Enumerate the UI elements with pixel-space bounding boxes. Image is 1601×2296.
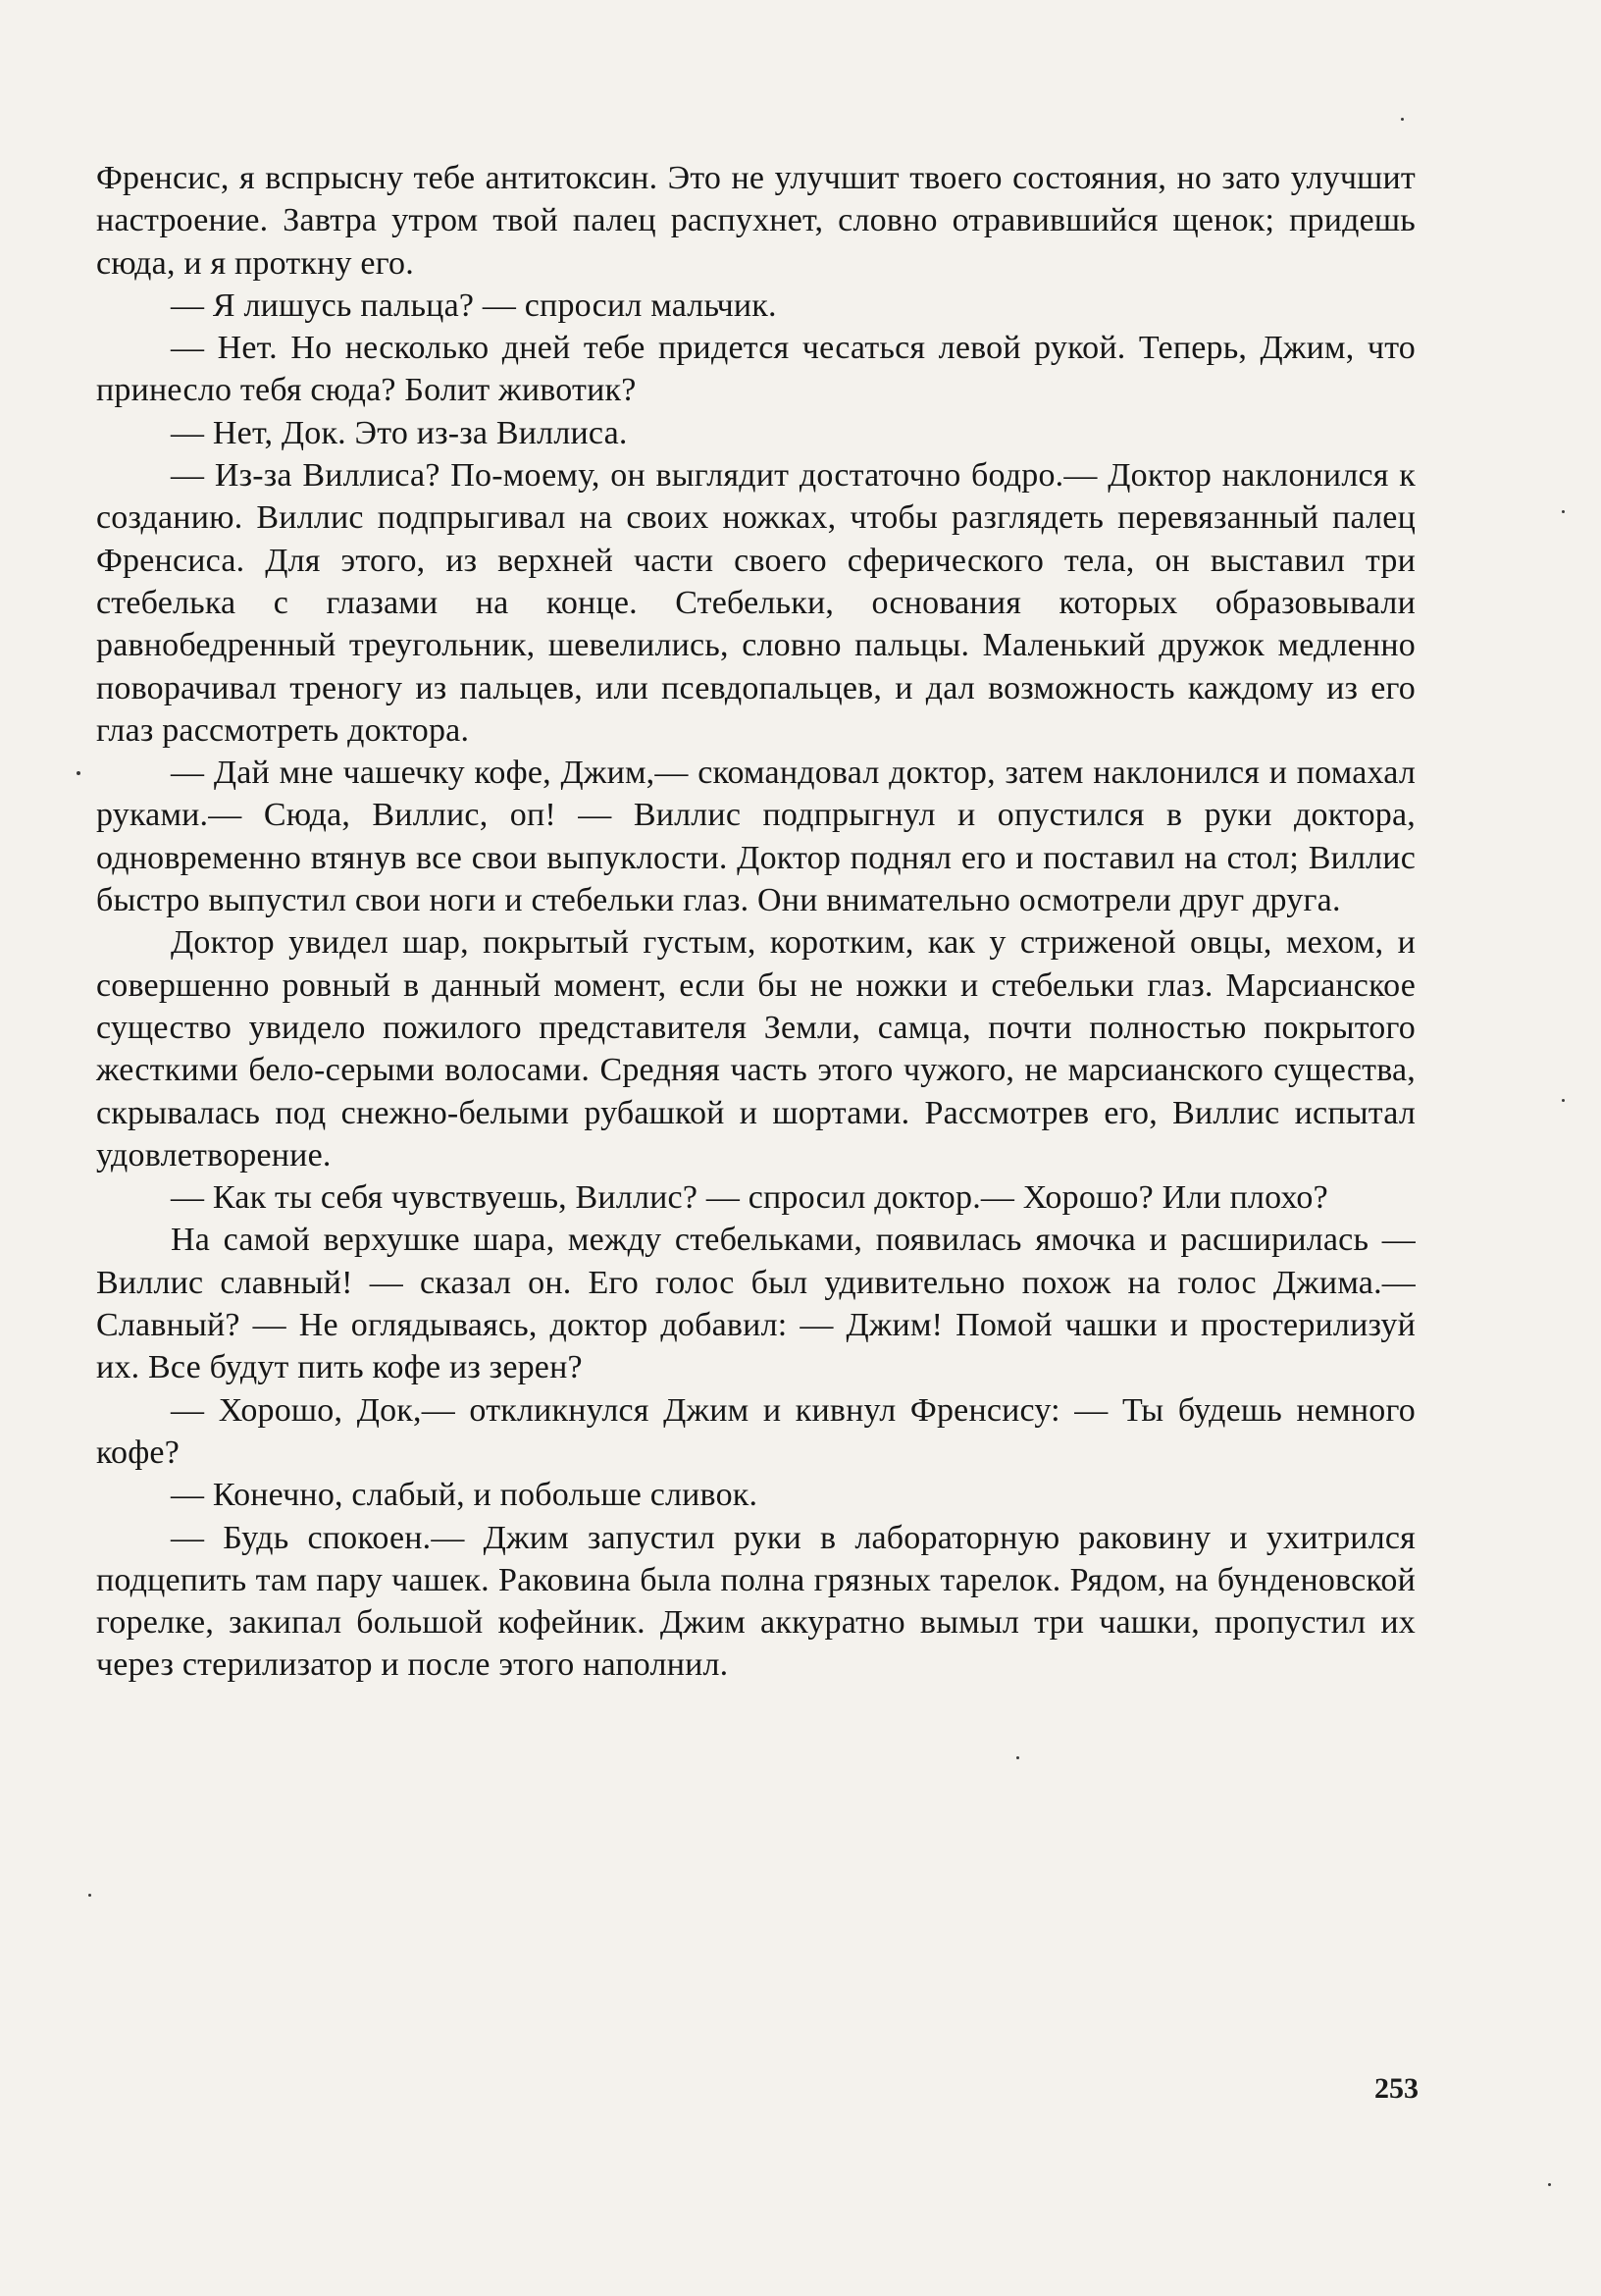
paragraph: На самой верхушке шара, между стебельками, появилась ямочка и расширилась — Виллис славный! — сказал он. Его голос был удивительно похож на голос Джима.— Славный? — Не оглядываясь, доктор добавил: — Джим! Помой чашки и простерилизуй их. Все будут пить кофе из зерен? — [96, 1222, 1416, 1386]
paragraph: — Нет. Но несколько дней тебе придется чесаться левой рукой. Теперь, Джим, что принесло тебя сюда? Болит животик? — [96, 330, 1416, 409]
page-number: 253 — [1374, 2072, 1419, 2105]
scan-speck — [77, 771, 80, 775]
scan-speck — [1562, 1099, 1565, 1102]
paragraph: Доктор увидел шар, покрытый густым, коротким, как у стриженой овцы, мехом, и совершенно ровный в данный момент, если бы не ножки и стебельки глаз. Марсианское существо увидело пожилого представителя Земли, самца, почти полностью покрытого жесткими бело-серыми волосами. Средняя часть этого чужого, не марсианского существа, скрывалась под снежно-белыми рубашкой и шортами. Рассмотрев его, Виллис испытал удовлетворение. — [96, 924, 1416, 1174]
paragraph: — Дай мне чашечку кофе, Джим,— скомандовал доктор, затем наклонился и помахал руками.— Сюда, Виллис, оп! — Виллис подпрыгнул и опустился в руки доктора, одновременно втянув все свои выпуклости. Доктор поднял его и поставил на стол; Виллис быстро выпустил свои ноги и стебельки глаз. Они внимательно осмотрели друг друга. — [96, 755, 1416, 919]
paragraph: — Будь спокоен.— Джим запустил руки в лабораторную раковину и ухитрился подцепить там пару чашек. Раковина была полна грязных тарелок. Рядом, на бунденовской горелке, закипал большой кофейник. Джим аккуратно вымыл три чашки, пропустил их через стерилизатор и после этого наполнил. — [96, 1519, 1416, 1684]
scan-speck — [1548, 2183, 1551, 2186]
paragraph: — Как ты себя чувствуешь, Виллис? — спросил доктор.— Хорошо? Или плохо? — [171, 1179, 1328, 1217]
scan-speck — [1401, 118, 1404, 121]
paragraph: — Конечно, слабый, и побольше сливок. — [171, 1477, 758, 1514]
scan-speck — [88, 1894, 91, 1897]
paragraph: — Я лишусь пальца? — спросил мальчик. — [171, 287, 777, 324]
paragraph: — Хорошо, Док,— откликнулся Джим и кивнул Френсису: — Ты будешь немного кофе? — [96, 1391, 1416, 1471]
paragraph: — Нет, Док. Это из-за Виллиса. — [171, 414, 628, 451]
paragraph: — Из-за Виллиса? По-моему, он выглядит достаточно бодро.— Доктор наклонился к созданию. Виллис подпрыгивал на своих ножках, чтобы разглядеть перевязанный палец Френсиса. Для этого, из верхней части своего сферического тела, он выставил три стебелька с глазами на конце. Стебельки, основания которых образовывали равнобедренный треугольник, шевелились, словно пальцы. Маленький дружок медленно поворачивал треногу из пальцев, или псевдопальцев, и дал возможность каждому из его глаз рассмотреть доктора. — [96, 457, 1416, 749]
paragraph: Френсис, я вспрысну тебе антитоксин. Это не улучшит твоего состояния, но зато улучшит настроение. Завтра утром твой палец распухнет, словно отравившийся щенок; придешь сюда, и я проткну его. — [96, 160, 1416, 282]
body-text — [96, 157, 1416, 1687]
scan-speck — [1562, 510, 1565, 513]
scan-speck — [1016, 1756, 1019, 1759]
